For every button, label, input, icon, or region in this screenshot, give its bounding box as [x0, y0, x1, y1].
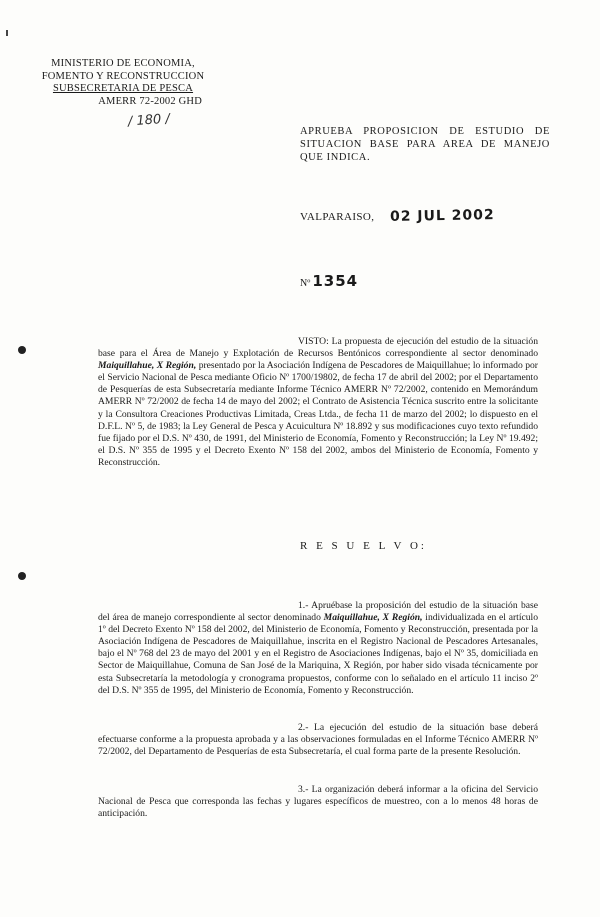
resuelvo-heading: R E S U E L V O: — [300, 540, 427, 552]
ministry-line-2: FOMENTO Y RECONSTRUCCION — [41, 70, 205, 82]
article-1 — [98, 600, 538, 697]
resolution-subject: APRUEBA PROPOSICION DE ESTUDIO DE SITUACION BASE PARA AREA DE MANEJO QUE INDICA. — [300, 126, 550, 163]
letterhead — [38, 58, 208, 108]
punch-hole — [18, 572, 26, 580]
place-date — [300, 208, 494, 224]
handwritten-note: / 180 / — [127, 111, 171, 130]
visto-sector: Maiquillahue, X Región, — [98, 360, 197, 372]
date-stamp: 02 JUL 2002 — [389, 207, 495, 225]
visto-body: presentado por la Asociación Indígena de Pescadores de Maiquillahue; lo informado por el Servicio Nacional de Pesca mediante Oficio Nº 1700/19802, de fecha 17 de abril del 2002; por el Departamento de Pesquerías de esta Subsecretaría mediante Informe Técnico AMERR Nº 72/2002, contenido en Memorándum AMERR Nº 72/2002 de fecha 14 de mayo del 2002; el Contrato de Asistencia Técnica suscrito entre la solicitante y la Consultora Creaciones Productivas Limitada, Creas Ltda., de fecha 11 de marzo del 2002; lo dispuesto en el D.F.L. Nº 5, de 1983; la Ley General de Pesca y Acuicultura Nº 18.892 y sus modificaciones cuyo texto refundido fue fijado por el D.S. Nº 430, de 1991, del Ministerio de Economía, Fomento y Reconstrucción; la Ley Nº 19.492; el D.S. Nº 355 de 1995 y el Decreto Exento Nº 158 del 2002, ambos del Ministerio de Economía, Fomento y Reconstrucción. — [98, 360, 538, 468]
article-1-body: individualizada en el artículo 1º del Decreto Exento Nº 158 del 2002, del Ministerio de Economía, Fomento y Reconstrucción, presentada por la Asociación Indígena de Pescadores de Maiquillahue, inscrita en el Registro Nacional de Pescadores Artesanales, bajo el Nº 768 del 23 de mayo del 2001 y en el Registro de Asociaciones Indígenas, bajo el Nº 35, domiciliada en Sector de Maiquillahue, Comuna de San José de la Mariquina, X Región, por haber sido visada técnicamente por esta Subsecretaría la metodología y cronograma propuestos, conforme con lo señalado en el artículo 11 inciso 2º del D.S. Nº 355 de 1995, del Ministerio de Economía, Fomento y Reconstrucción. — [98, 612, 539, 696]
ministry-line: MINISTERIO DE ECONOMIA, — [51, 58, 195, 69]
article-2 — [98, 722, 538, 758]
visto-paragraph — [98, 336, 538, 469]
article-1-lead: 1.- Apruébase la proposición del estudio de la situación base del área de manejo correspondiente al sector denominado — [98, 600, 538, 624]
place: VALPARAISO, — [300, 211, 375, 223]
file-reference: AMERR 72-2002 GHD — [98, 95, 202, 107]
number-value: 1354 — [312, 272, 359, 290]
article-3 — [98, 784, 538, 820]
article-2-text: 2.- La ejecución del estudio de la situación base deberá efectuarse conforme a la propuesta aprobada y a las observaciones formuladas en el Informe Técnico AMERR Nº 72/2002, del Departamento de Pesquerías de esta Subsecretaría, el cual forma parte de la presente Resolución. — [98, 722, 538, 758]
punch-hole — [18, 346, 26, 354]
article-1-sector: Maiquillahue, X Región, — [323, 612, 423, 624]
resolution-number — [300, 272, 358, 290]
scan-mark — [6, 30, 8, 36]
visto-lead: VISTO: La propuesta de ejecución del estudio de la situación base para el Área de Manejo y Explotación de Recursos Bentónicos correspondiente al sector denominado — [98, 336, 538, 360]
number-label: Nº — [300, 278, 311, 289]
subsecretaria-line: SUBSECRETARIA DE PESCA — [52, 83, 194, 94]
article-3-text: 3.- La organización deberá informar a la oficina del Servicio Nacional de Pesca que corresponda las fechas y lugares específicos de muestreo, con a lo menos 48 horas de anticipación. — [98, 784, 538, 820]
